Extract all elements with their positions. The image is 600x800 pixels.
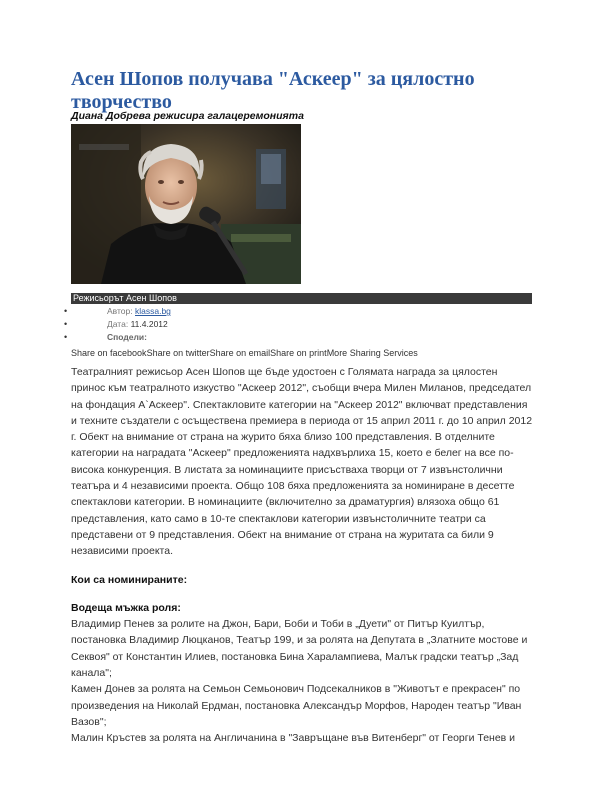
share-print-link[interactable]: Share on print [270, 348, 327, 358]
intro-paragraph: Театралният режисьор Асен Шопов ще бъде удостоен с Голямата награда за цялостен принос към театралното изкуство "Аскеер 2012", съобщи вчера Милен Миланов, председател на фондация А`Аскеер". Спектакловите категории на "Аскеер 2012" включват представления и техните създатели с осъществена премиера в периода от 15 април 2011 г. до 10 април 2012 г. Обект на внимание от страна на журито бяха близо 100 представления. В отделните категории на наградата "Аскеер" предложенията надхвърлиха 15, което е белег на все по-висока конкуренция. В листата за номинациите присъстваха творци от 7 извънстолични театъра и 4 независими проекта. Общо 108 бяха предложенията за номиниране в десетте спектаклови категории. В номинациите (включително за драматургия) влязоха общо 61 представления, като само в 10-те спектаклови категории извънстоличните театри са представени от 9 представления. Обект на внимание от страна на журитата са били 9 независими проекта. [71, 366, 533, 558]
nominee-item: Владимир Пенев за ролите на Джон, Бари, Боби и Тоби в „Дуети" от Питър Куилтър, постановка Владимир Люцканов, Театър 199, и за ролята на Депутата в „Златните мостове и Секвоя" от Константин Илиев, постановка Бина Харалампиева, Малък градски театър „Зад канала"; [71, 618, 528, 680]
share-twitter-link[interactable]: Share on twitter [146, 348, 210, 358]
more-sharing-link[interactable]: More Sharing Services [326, 348, 418, 358]
article-body [71, 364, 533, 747]
date-value: 11.4.2012 [130, 319, 168, 329]
article-subtitle: Диана Добрева режисира галацеремонията [71, 110, 304, 122]
author-label: Автор: [107, 306, 133, 316]
photo-caption: Режисьорът Асен Шопов [71, 293, 532, 304]
share-links [71, 348, 418, 358]
nominees-heading: Кои са номинираните: [71, 573, 188, 586]
share-label: Сподели: [107, 332, 147, 342]
share-facebook-link[interactable]: Share on facebook [71, 348, 147, 358]
author-link[interactable]: klassa.bg [135, 306, 171, 316]
date-label: Дата: [107, 319, 129, 329]
portrait-image [71, 124, 301, 284]
bullet-marker: • [64, 319, 68, 329]
article-photo [71, 124, 301, 284]
article-title: Асен Шопов получава "Аскеер" за цялостно творчество [71, 68, 475, 113]
bullet-marker: • [64, 332, 68, 342]
bullet-marker: • [64, 306, 68, 316]
nominee-item: Камен Донев за ролята на Семьон Семьонович Подсекалников в "Животът е прекрасен" по произведения на Николай Ердман, постановка Александър Морфов, Народен театър "Иван Вазов"; [71, 683, 522, 728]
share-email-link[interactable]: Share on email [209, 348, 271, 358]
category-heading: Водеща мъжка роля: [71, 601, 181, 614]
nominee-item: Малин Кръстев за ролята на Англичанина в "Завръщане във Витенберг" от Георги Тенев и [71, 732, 516, 745]
